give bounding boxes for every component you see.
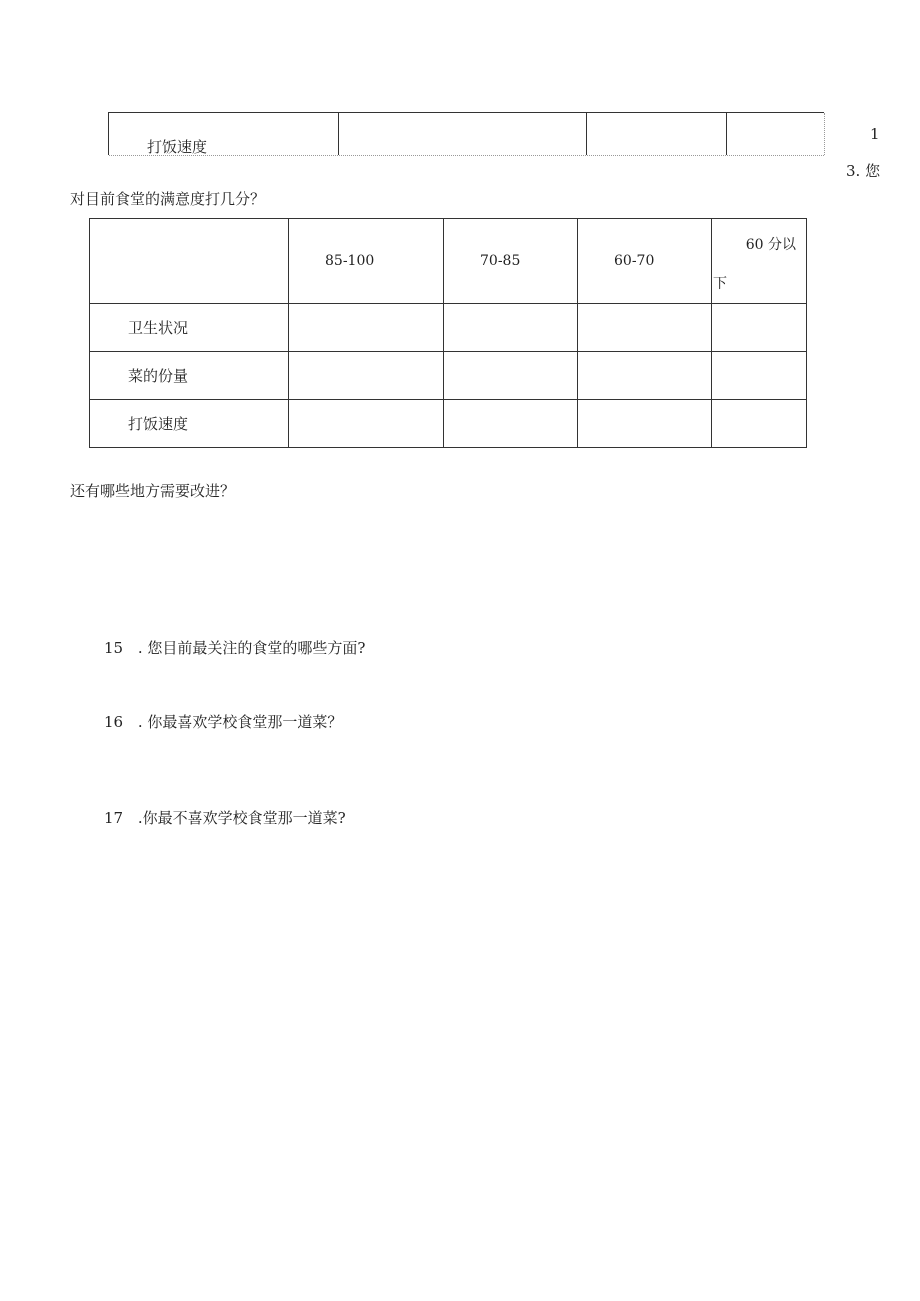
row-label: 打饭速度 bbox=[90, 400, 289, 448]
answer-cell bbox=[289, 352, 444, 400]
table-cell bbox=[587, 113, 727, 155]
table-cell bbox=[109, 113, 339, 155]
answer-cell bbox=[712, 304, 807, 352]
question-text: .你最不喜欢学校食堂那一道菜? bbox=[137, 809, 346, 827]
header-score-range: 70-85 bbox=[444, 219, 578, 304]
header-score-range: 85-100 bbox=[289, 219, 444, 304]
question-number: 16 bbox=[104, 713, 124, 731]
row-label: 菜的份量 bbox=[90, 352, 289, 400]
question-text: . 你最喜欢学校食堂那一道菜？ bbox=[137, 713, 343, 731]
header-line: 60 分以 bbox=[745, 237, 796, 253]
table-row bbox=[90, 400, 807, 448]
answer-cell bbox=[444, 304, 578, 352]
question-text: 对目前食堂的满意度打几分？ bbox=[70, 190, 266, 208]
question-number: 15 bbox=[104, 639, 124, 657]
answer-cell bbox=[289, 400, 444, 448]
table-row bbox=[90, 304, 807, 352]
question-number bbox=[846, 160, 880, 181]
table-cell bbox=[727, 113, 825, 155]
header-blank-cell bbox=[90, 219, 289, 304]
answer-cell bbox=[444, 400, 578, 448]
question-item bbox=[104, 807, 346, 828]
question-lead-char: 您 bbox=[865, 162, 881, 180]
table-edge bbox=[109, 155, 824, 156]
answer-cell bbox=[712, 400, 807, 448]
row-label: 卫生状况 bbox=[90, 304, 289, 352]
row-label: 打饭速度 bbox=[147, 138, 208, 156]
question-number: 17 bbox=[104, 809, 124, 827]
table-cell bbox=[339, 113, 587, 155]
answer-cell bbox=[444, 352, 578, 400]
answer-cell bbox=[578, 400, 712, 448]
question-text: . 您目前最关注的食堂的哪些方面? bbox=[137, 639, 366, 657]
table-edge bbox=[824, 113, 825, 155]
table-header-row bbox=[90, 219, 807, 304]
answer-cell bbox=[289, 304, 444, 352]
header-score-range: 60-70 bbox=[578, 219, 712, 304]
header-score-range bbox=[712, 219, 807, 304]
previous-table-fragment bbox=[108, 112, 824, 155]
question-text: 还有哪些地方需要改进？ bbox=[70, 482, 236, 500]
header-line: 下 bbox=[713, 276, 727, 292]
table-row bbox=[90, 352, 807, 400]
margin-number: 1 bbox=[870, 125, 880, 143]
answer-cell bbox=[712, 352, 807, 400]
question-item bbox=[104, 711, 342, 732]
question-number-text: 3. bbox=[846, 162, 861, 180]
question-item bbox=[104, 637, 365, 658]
satisfaction-table bbox=[89, 218, 807, 448]
answer-cell bbox=[578, 304, 712, 352]
answer-cell bbox=[578, 352, 712, 400]
